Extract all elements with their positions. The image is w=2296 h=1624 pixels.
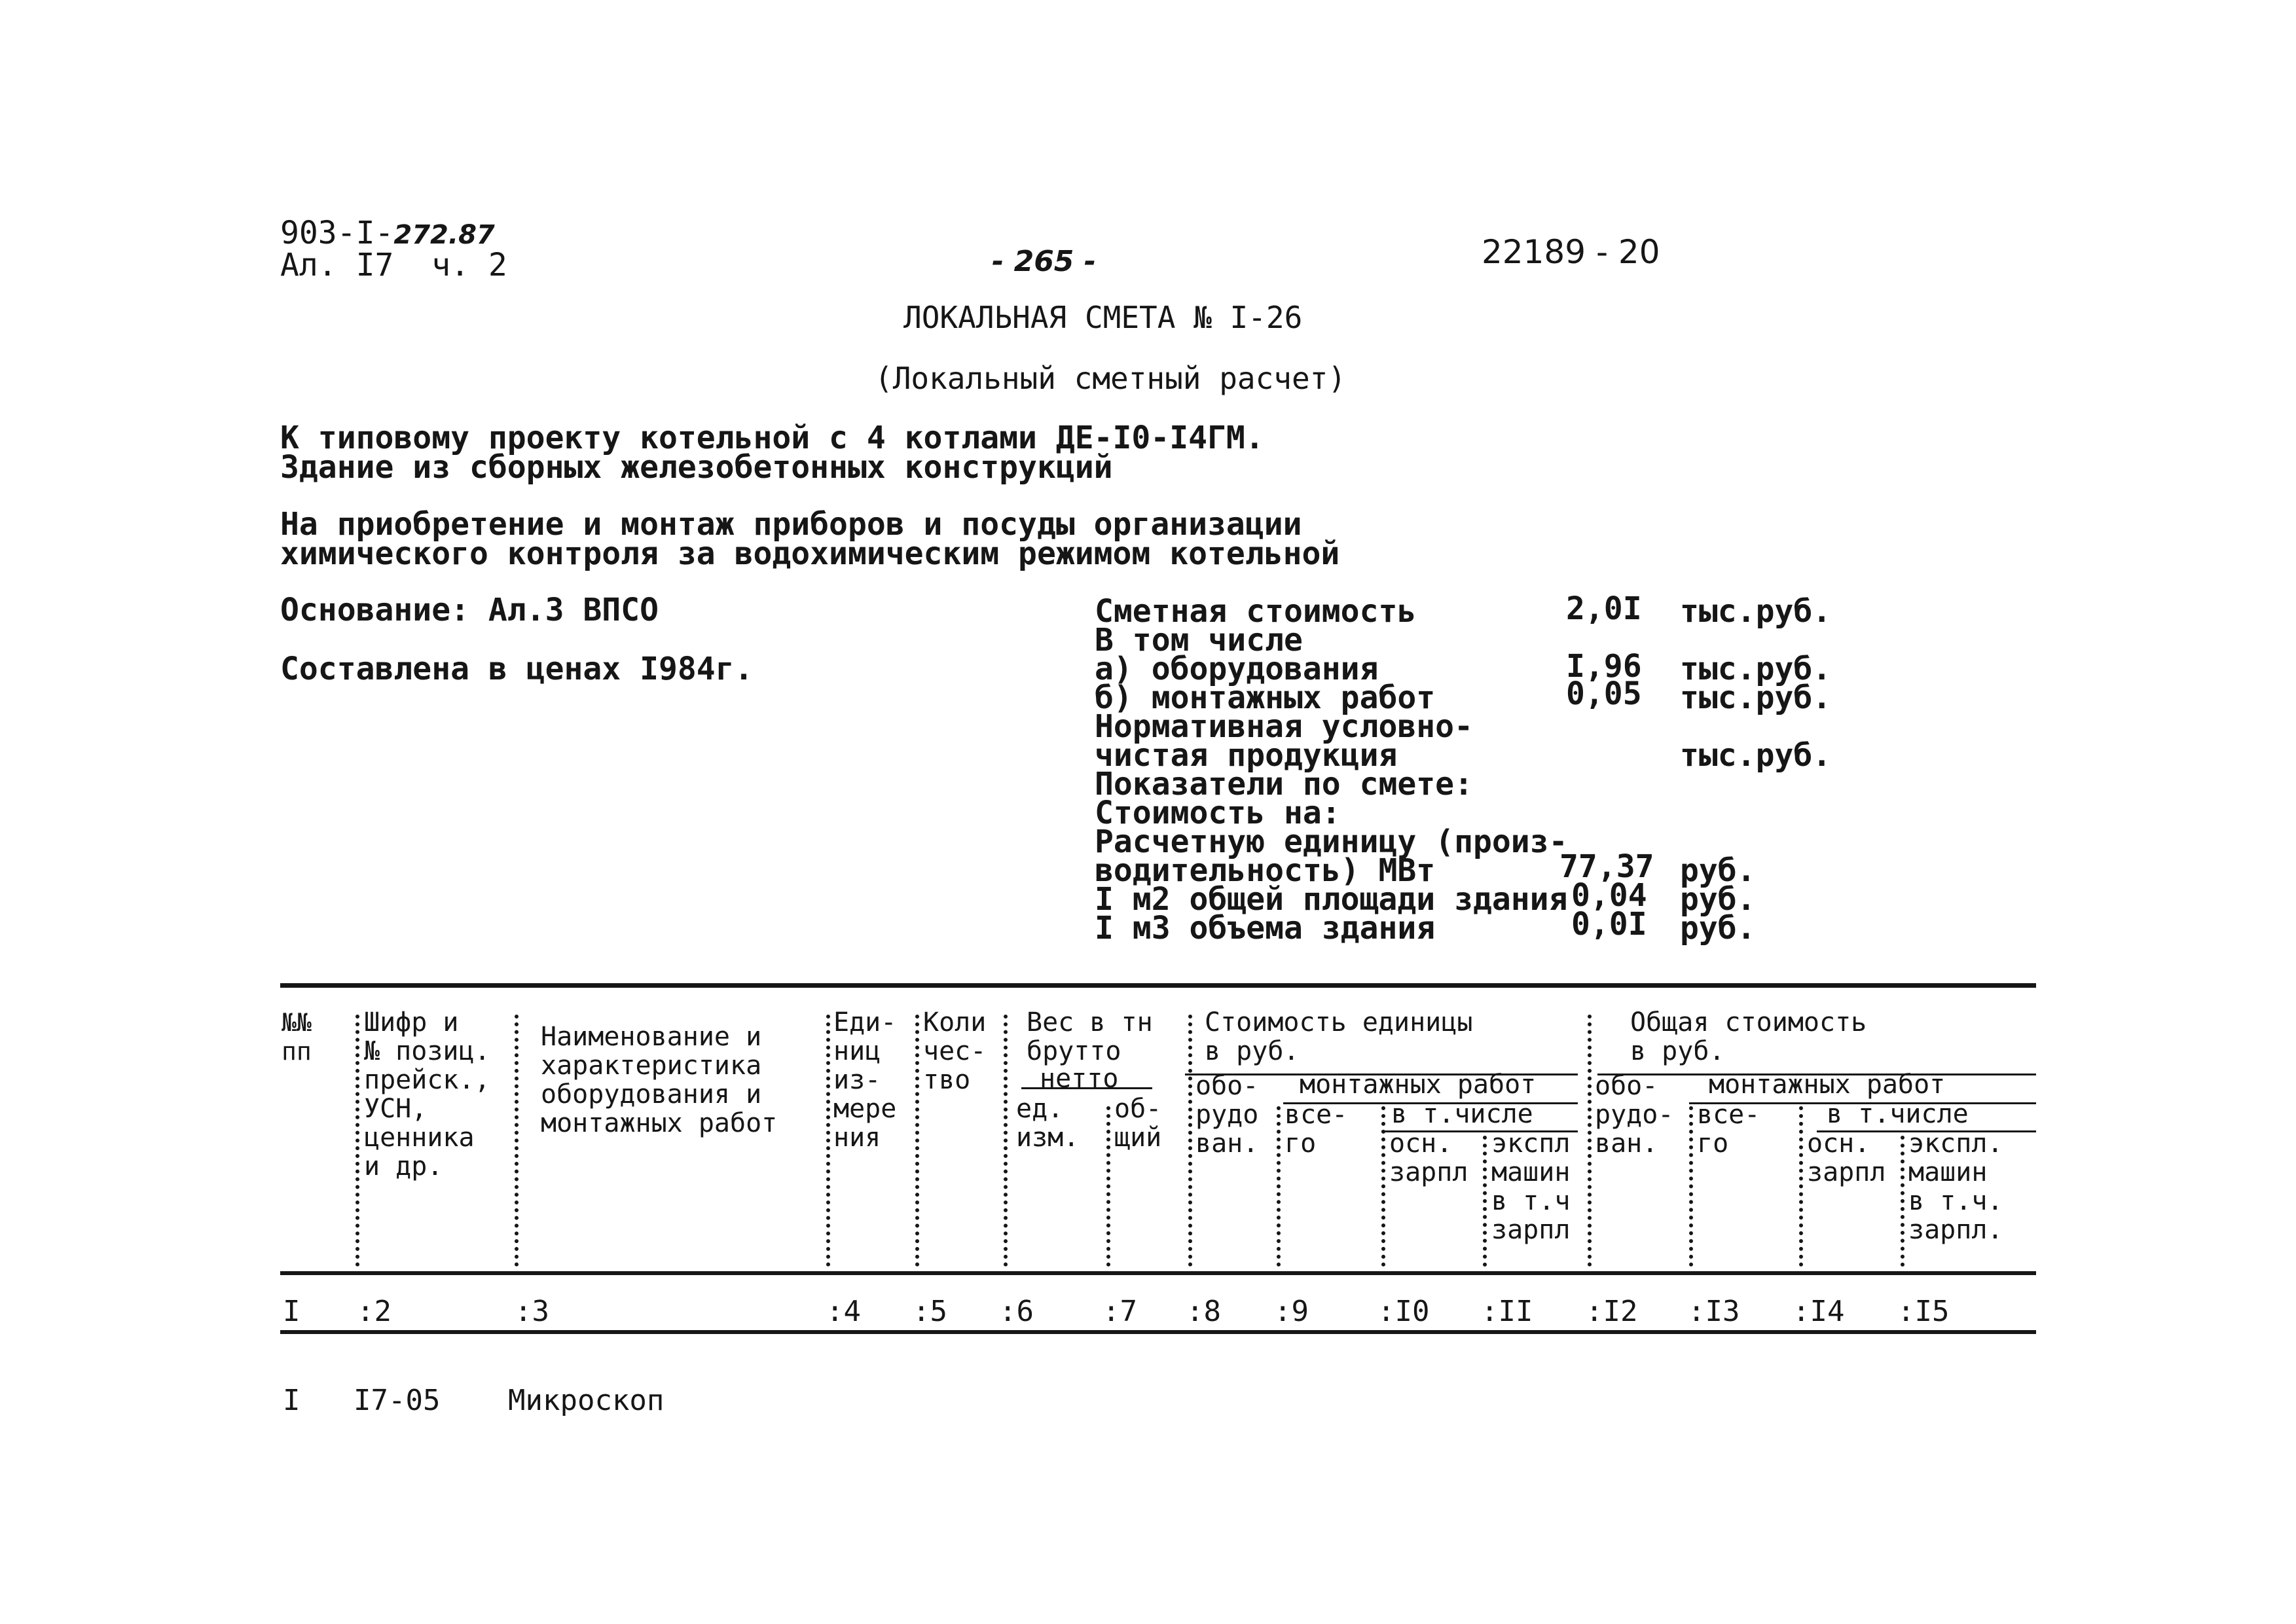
column-number: :I0 [1377, 1295, 1430, 1328]
column-separator [355, 1015, 359, 1267]
header-unit-cost: Стоимость единицы в руб. [1205, 1007, 1473, 1066]
summary-unit: тыс.руб. [1680, 593, 1832, 630]
header-col-5: Коли чес- тво [923, 1007, 987, 1095]
header-col-8: обо- рудо ван. [1195, 1071, 1259, 1159]
header-col-13: все- го [1697, 1100, 1760, 1159]
page-title: ЛОКАЛЬНАЯ СМЕТА № I-26 [903, 300, 1303, 335]
summary-unit: руб. [1680, 881, 1756, 918]
summary-label: В том числе [1095, 622, 1303, 659]
purpose-line-2: химического контроля за водохимическим режимом котельной [280, 535, 1340, 572]
basis-foundation: Основание: Ал.3 ВПСО [280, 592, 659, 628]
header-col-9: все- го [1285, 1100, 1348, 1159]
summary-value: 0,05 [1566, 676, 1642, 712]
column-number: I [283, 1295, 301, 1328]
summary-unit: руб. [1680, 910, 1756, 947]
column-separator [1799, 1106, 1803, 1267]
summary-label: чистая продукция [1095, 737, 1398, 774]
doc-code-printed: 903-I- [280, 215, 394, 251]
column-separator [1106, 1106, 1110, 1267]
row-name: Микроскоп [508, 1384, 665, 1417]
column-separator [826, 1015, 830, 1267]
album-line: Ал. I7 ч. 2 [280, 247, 507, 283]
summary-value: 0,04 [1571, 877, 1647, 914]
header-col-15: экспл. машин в т.ч. зарпл. [1908, 1128, 2003, 1245]
summary-unit: тыс.руб. [1680, 651, 1832, 687]
registry-number: 22189 - 20 [1482, 233, 1660, 271]
summary-unit: тыс.руб. [1680, 679, 1832, 716]
column-separator [1901, 1136, 1904, 1267]
header-unit-install: монтажных работ [1300, 1070, 1537, 1100]
basis-prices: Составлена в ценах I984г. [280, 651, 754, 687]
summary-label: Расчетную единицу (произ- [1095, 823, 1568, 860]
column-number: :3 [515, 1295, 549, 1328]
column-separator [1277, 1106, 1281, 1267]
column-number: :6 [999, 1295, 1034, 1328]
column-number: :II [1481, 1295, 1533, 1328]
row-code: I7-05 [354, 1384, 441, 1417]
column-separator [1381, 1106, 1385, 1267]
header-col-1: №№ пп [282, 1008, 312, 1066]
doc-code [280, 217, 495, 249]
column-separator [915, 1015, 919, 1267]
header-col-14: осн. зарпл [1807, 1128, 1886, 1187]
header-col-11: экспл машин в т.ч зарпл [1491, 1128, 1571, 1245]
header-unit-incl: в т.числе [1391, 1099, 1533, 1129]
column-number: :4 [826, 1295, 861, 1328]
summary-value: 2,0I [1566, 590, 1642, 627]
header-col-6: ед. изм. [1016, 1094, 1080, 1153]
page-number: - 265 - [992, 245, 1097, 278]
header-col-7: об- щий [1114, 1094, 1162, 1153]
column-number: :8 [1186, 1295, 1221, 1328]
summary-unit: руб. [1680, 852, 1756, 889]
header-total-install: монтажных работ [1709, 1070, 1946, 1100]
header-col-4: Еди- ниц из- мере ния [833, 1007, 897, 1153]
header-netto: нетто [1040, 1064, 1119, 1094]
summary-label: а) оборудования [1095, 651, 1379, 687]
header-col-12: обо- рудо- ван. [1595, 1071, 1674, 1159]
purpose-line-1: На приобретение и монтаж приборов и посуды организации [280, 506, 1302, 543]
header-col-10: осн. зарпл [1389, 1128, 1468, 1187]
page-subtitle: (Локальный сметный расчет) [875, 361, 1347, 396]
column-separator [1188, 1015, 1192, 1267]
doc-code-handwritten: 272.87 [393, 220, 495, 250]
summary-value: I,96 [1566, 648, 1642, 685]
table-top-rule [280, 983, 2036, 988]
header-total-cost: Общая стоимость в руб. [1630, 1007, 1867, 1066]
column-number: :I5 [1897, 1295, 1950, 1328]
column-separator [515, 1015, 519, 1267]
header-total-incl: в т.числе [1827, 1099, 1969, 1129]
column-number: :I3 [1688, 1295, 1740, 1328]
column-separator [1004, 1015, 1008, 1267]
project-line-2: Здание из сборных железобетонных конструкций [280, 449, 1113, 486]
summary-label: I м3 объема здания [1095, 910, 1436, 947]
column-number: :7 [1102, 1295, 1137, 1328]
summary-label: водительность) МВт [1095, 852, 1436, 889]
header-weight: Вес в тн брутто [1027, 1007, 1153, 1066]
column-number: :2 [357, 1295, 392, 1328]
summary-label: Сметная стоимость [1095, 593, 1417, 630]
summary-value: 77,37 [1559, 848, 1654, 885]
header-col-2: Шифр и № позиц. прейск., УСН, ценника и др. [364, 1007, 490, 1182]
column-number: :9 [1274, 1295, 1309, 1328]
summary-unit: тыс.руб. [1680, 737, 1832, 774]
summary-label: б) монтажных работ [1095, 679, 1436, 716]
column-number: :I2 [1586, 1295, 1638, 1328]
column-number: :I4 [1793, 1295, 1845, 1328]
column-number: :5 [913, 1295, 947, 1328]
column-separator [1483, 1136, 1487, 1267]
summary-label: Нормативная условно- [1095, 708, 1473, 745]
header-col-3: Наименование и характеристика оборудования и монтажных работ [541, 1022, 778, 1138]
summary-label: Показатели по смете: [1095, 766, 1473, 803]
table-header-rule [280, 1271, 2036, 1275]
summary-value: 0,0I [1571, 906, 1647, 943]
summary-label: Стоимость на: [1095, 795, 1341, 831]
row-number: I [283, 1384, 301, 1417]
table-column-numbers-rule [280, 1330, 2036, 1334]
column-separator [1689, 1106, 1693, 1267]
column-separator [1588, 1015, 1592, 1267]
summary-label: I м2 общей площади здания [1095, 881, 1568, 918]
project-line-1: К типовому проекту котельной с 4 котлами ДЕ-I0-I4ГМ. [280, 420, 1264, 456]
